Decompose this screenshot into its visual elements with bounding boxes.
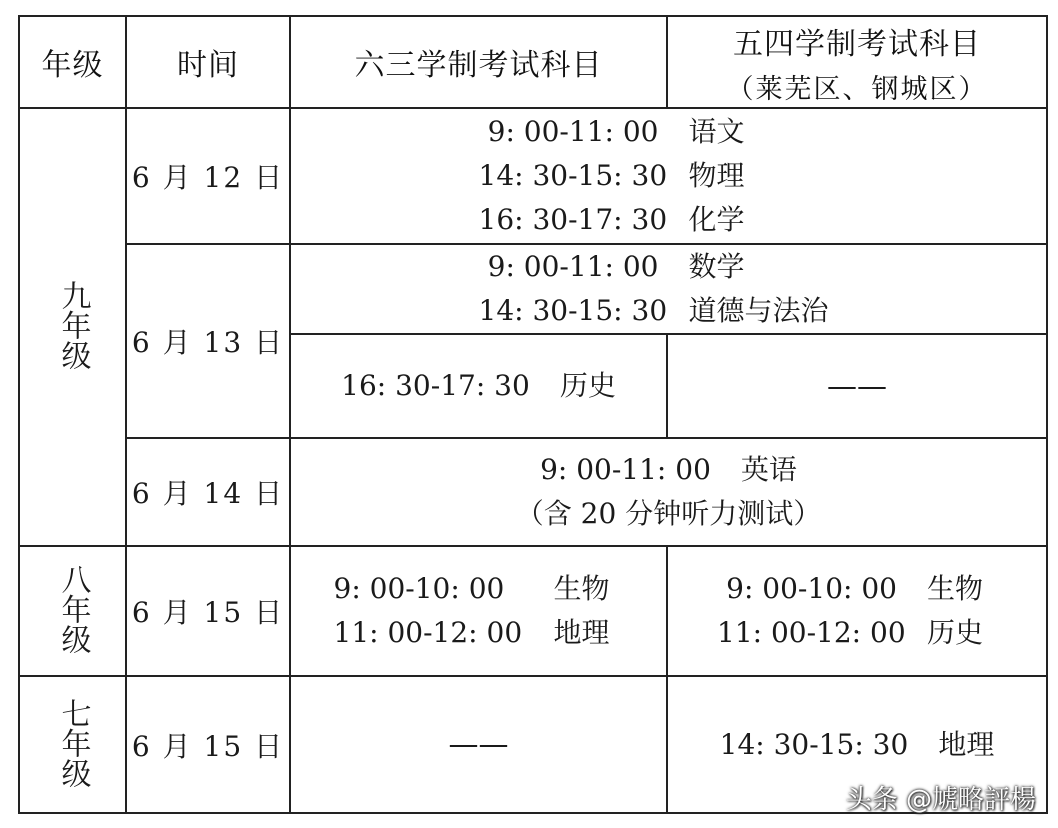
schedule-cell: [290, 546, 667, 676]
schedule-line: 11: 00-12: 00 历史: [717, 616, 984, 649]
header-row: [19, 16, 1047, 108]
schedule-line: 11: 00-12: 00 地理: [333, 616, 610, 649]
watermark-credit: 头条 @虓略評楊: [845, 785, 1036, 815]
date-cell: 6 月 15 日: [126, 546, 290, 676]
schedule-line: 9: 00-11: 00 英语: [540, 453, 797, 486]
schedule-line: 9: 00-11: 00 语文: [487, 115, 745, 148]
schedule-line: 16: 30-17: 30 历史: [341, 369, 616, 402]
table-row: [19, 108, 1047, 244]
schedule-cell: [290, 334, 667, 438]
header-time: 时间: [126, 16, 290, 108]
grade9-cell: [19, 108, 126, 546]
empty-schedule-dash: ——: [667, 334, 1047, 438]
grade7-label: 七年级: [55, 697, 91, 788]
date-cell: 6 月 12 日: [126, 108, 290, 244]
schedule-line: 14: 30-15: 30 物理: [478, 159, 745, 192]
table-row: [19, 546, 1047, 676]
schedule-line: 14: 30-15: 30 道德与法治: [478, 294, 829, 327]
schedule-line: 16: 30-17: 30 化学: [478, 203, 745, 236]
grade7-cell: [19, 676, 126, 813]
exam-schedule-table: [18, 15, 1048, 814]
empty-schedule-dash: ——: [290, 676, 667, 813]
table-row: [19, 438, 1047, 546]
schedule-cell: [290, 108, 1047, 244]
date-cell: 6 月 13 日: [126, 244, 290, 438]
grade9-label: 九年级: [55, 280, 91, 370]
header-fivefour-districts: （莱芜区、钢城区）: [726, 73, 988, 105]
schedule-line: 9: 00-11: 00 数学: [487, 250, 745, 283]
header-fivefour-title: 五四学制考试科目: [733, 26, 981, 62]
table-row: [19, 244, 1047, 334]
header-sixthree-subjects: 六三学制考试科目: [290, 16, 667, 108]
grade8-label: 八年级: [55, 564, 91, 654]
schedule-note: （含 20 分钟听力测试）: [515, 497, 822, 530]
header-fivefour-subjects: [667, 16, 1047, 108]
schedule-cell: [667, 546, 1047, 676]
schedule-line: 9: 00-10: 00 生物: [726, 572, 984, 605]
schedule-line: 14: 30-15: 30 地理: [719, 727, 995, 761]
schedule-line: 9: 00-10: 00 生物: [333, 572, 610, 605]
schedule-cell: [290, 244, 1047, 334]
schedule-cell: [290, 438, 1047, 546]
header-grade: 年级: [19, 16, 126, 108]
grade8-cell: [19, 546, 126, 676]
date-cell: 6 月 14 日: [126, 438, 290, 546]
date-cell: 6 月 15 日: [126, 676, 290, 813]
